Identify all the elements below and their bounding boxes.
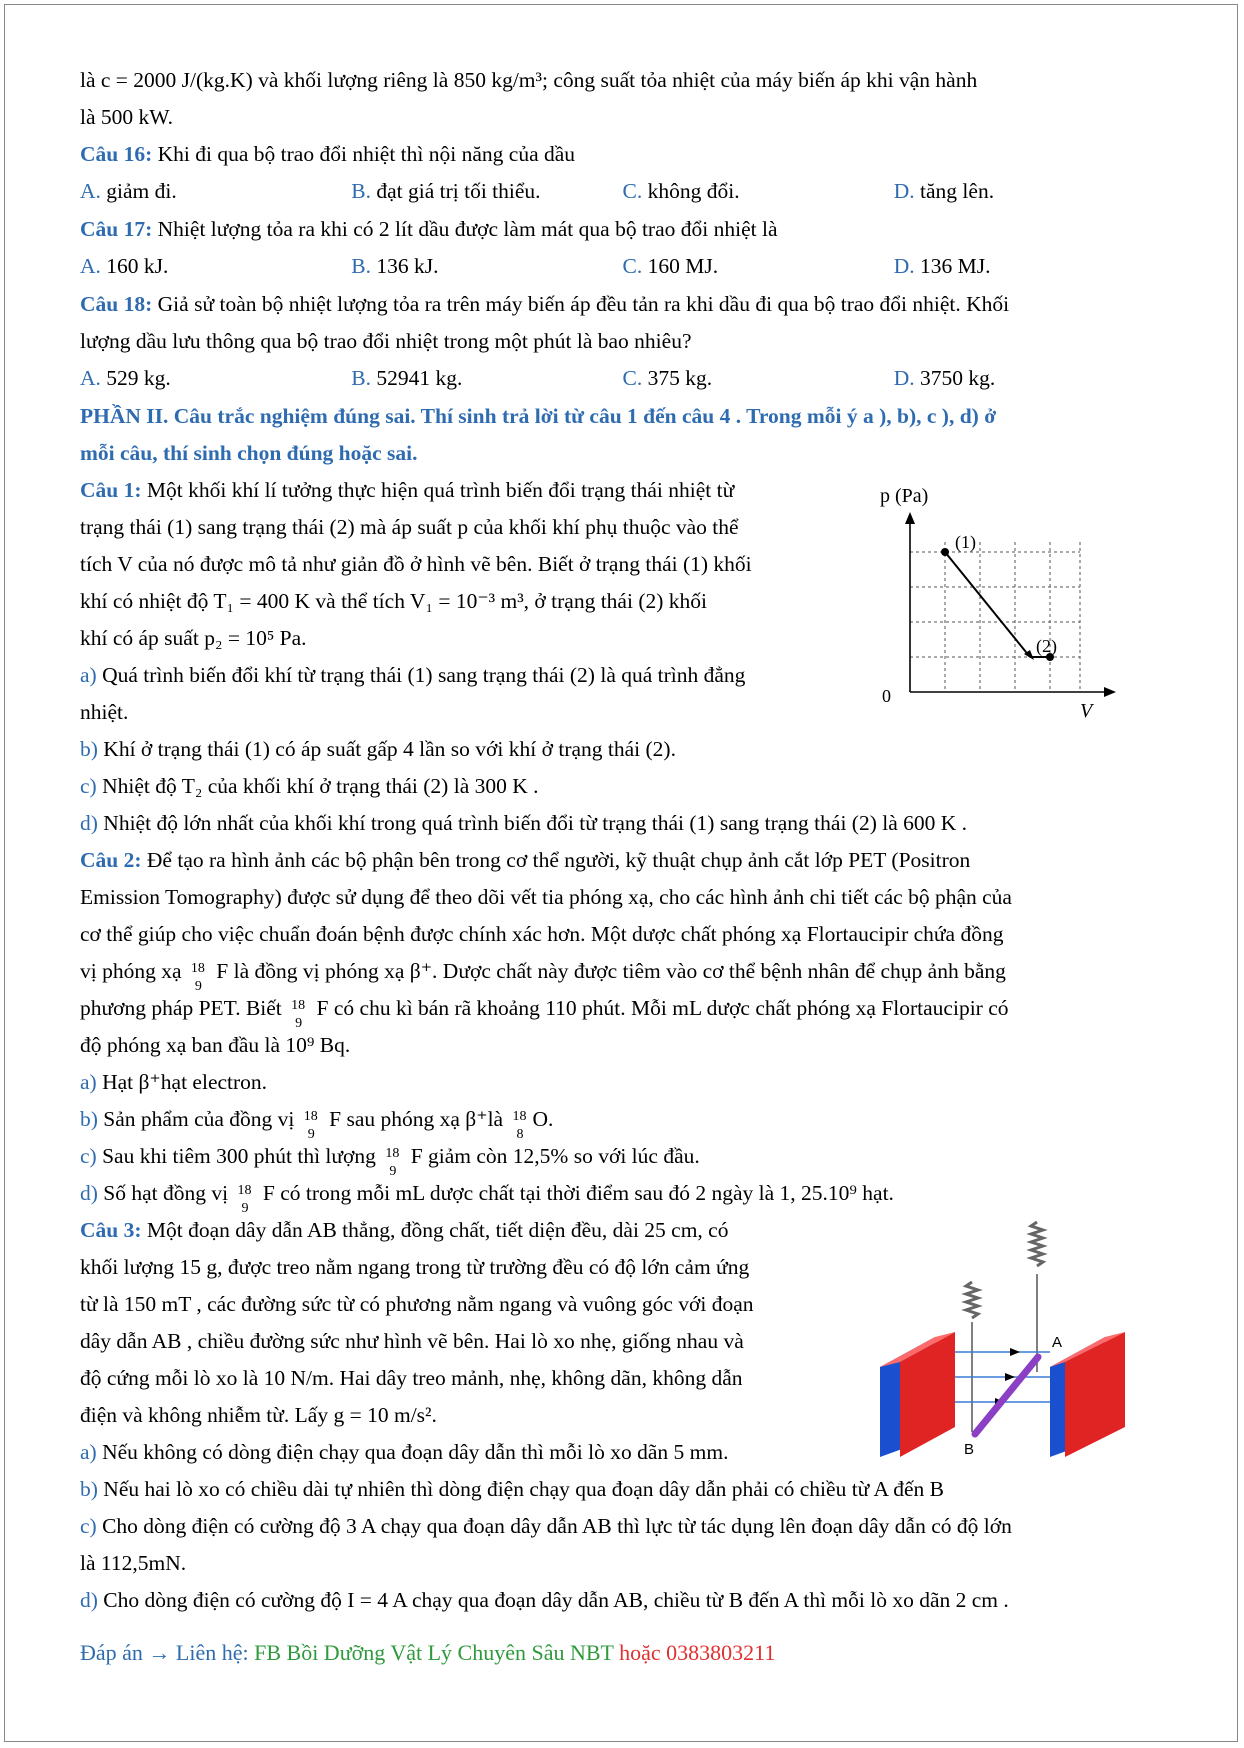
q18-stem-line1: Câu 18: Giả sử toàn bộ nhiệt lượng tỏa ra trên máy biến áp đều tản ra khi dầu đi qua bộ trao đổi nhiệt. Khối bbox=[80, 292, 1010, 316]
q18-option-c: C. 375 kg. bbox=[622, 366, 713, 390]
pv-diagram bbox=[880, 482, 1140, 722]
q16-option-a: A. giảm đi. bbox=[80, 179, 177, 203]
fig-label-a: A bbox=[1052, 1334, 1063, 1351]
part2-heading-line2: mỗi câu, thí sinh chọn đúng hoặc sai. bbox=[80, 441, 418, 465]
q17-option-b: B. 136 kJ. bbox=[351, 254, 439, 278]
isotope-o18: 18 8 bbox=[512, 1109, 527, 1142]
c3-statement-d: d) Cho dòng điện có cường độ I = 4 A chạy qua đoạn dây dẫn AB, chiều từ B đến A thì mỗi lò xo dãn 2 cm . bbox=[80, 1588, 1009, 1612]
c1-label: Câu 1: bbox=[80, 478, 142, 502]
c1-block: Câu 1: Một khối khí lí tưởng thực hiện quá trình biến đổi trạng thái nhiệt từ trạng thái (1) sang trạng thái (2) mà áp suất p của khối khí phụ thuộc vào thể tích V của nó được mô tả như giản đồ ở hình vẽ bên. Biết ở trạng thái (1) khối khí có nhiệt độ T₁ = 400 K và thể tích V₁ = 10⁻³ m³, ở trạng thái (2) khối khí có áp suất p₂ = 10⁵ Pa. a) Quá trình biến đổi khí từ trạng thái (1) sang trạng thái (2) là quá trình đẳng nhiệt. b) Khí ở trạng thái (1) có áp suất gấp 4 lần so với khí ở trạng thái (2). p (Pa) (1) (2) 0 V bbox=[80, 472, 1165, 768]
q16-option-b: B. đạt giá trị tối thiểu. bbox=[351, 179, 541, 203]
q17-option-c: C. 160 MJ. bbox=[622, 254, 719, 278]
c2-label: Câu 2: bbox=[80, 848, 142, 872]
footer-contact: Đáp án → Liên hệ: FB Bồi Dưỡng Vật Lý Chuyên Sâu NBT hoặc 0383803211 bbox=[80, 1640, 776, 1665]
c3-statement-b: b) Nếu hai lò xo có chiều dài tự nhiên thì dòng điện chạy qua đoạn dây dẫn phải có chiều từ A đến B bbox=[80, 1477, 944, 1501]
c1-statement-c: c) Nhiệt độ T₂ của khối khí ở trạng thái (2) là 300 K . bbox=[80, 774, 539, 798]
c3-statement-a: a) Nếu không có dòng điện chạy qua đoạn dây dẫn thì mỗi lò xo dãn 5 mm. bbox=[80, 1440, 729, 1464]
q18-option-d: D. 3750 kg. bbox=[893, 366, 996, 390]
pv-state1-label: (1) bbox=[955, 532, 976, 552]
q18-options bbox=[80, 360, 1165, 398]
c3-block: Câu 3: Một đoạn dây dẫn AB thẳng, đồng chất, tiết diện đều, dài 25 cm, có khối lượng 15 g, được treo nằm ngang trong từ trường đều có độ lớn cảm ứng từ là 150 mT , các đường sức từ có phương nằm ngang và vuông góc với đoạn dây dẫn AB , chiều đường sức như hình vẽ bên. Hai lò xo nhẹ, giống nhau và độ cứng mỗi lò xo là 10 N/m. Hai dây treo mảnh, nhẹ, không dãn, không dẫn điện và không nhiễm từ. Lấy g = 10 m/s². a) Nếu không có dòng điện chạy qua đoạn dây dẫn thì mỗi lò xo dãn 5 mm. A B bbox=[80, 1212, 1165, 1471]
intro-line2: là 500 kW. bbox=[80, 105, 173, 129]
magnet-spring-figure bbox=[880, 1212, 1140, 1457]
q16-label: Câu 16: bbox=[80, 142, 153, 166]
intro-line1: là c = 2000 J/(kg.K) và khối lượng riêng là 850 kg/m³; công suất tỏa nhiệt của máy biến áp khi vận hành bbox=[80, 68, 978, 92]
part2-heading-line1: PHẦN II. Câu trắc nghiệm đúng sai. Thí sinh trả lời từ câu 1 đến câu 4 . Trong mỗi ý a ), b), c ), d) ở bbox=[80, 404, 997, 428]
footer-phone[interactable]: 0383803211 bbox=[666, 1640, 776, 1665]
footer-fb-link[interactable]: FB Bồi Dưỡng Vật Lý Chuyên Sâu NBT bbox=[254, 1640, 614, 1665]
q16-option-c: C. không đổi. bbox=[622, 179, 740, 203]
c2-statement-d: d) Số hạt đồng vị 18 9 F có trong mỗi mL dược chất tại thời điểm sau đó 2 ngày là 1, 25.10⁹ hạt. bbox=[80, 1181, 894, 1216]
c2-statement-a: a) Hạt β⁺hạt electron. bbox=[80, 1070, 268, 1094]
q17-stem: Câu 17: Nhiệt lượng tỏa ra khi có 2 lít dầu được làm mát qua bộ trao đổi nhiệt là bbox=[80, 217, 778, 241]
q17-options bbox=[80, 248, 1165, 286]
q18-option-a: A. 529 kg. bbox=[80, 366, 171, 390]
pv-state2-label: (2) bbox=[1036, 636, 1057, 656]
q18-option-b: B. 52941 kg. bbox=[351, 366, 463, 390]
c2-statement-c: c) Sau khi tiêm 300 phút thì lượng 18 9 F giảm còn 12,5% so với lúc đầu. bbox=[80, 1144, 700, 1179]
isotope-f18: 18 9 bbox=[291, 998, 306, 1031]
q16-option-d: D. tăng lên. bbox=[893, 179, 995, 203]
pv-ylabel: p (Pa) bbox=[880, 485, 929, 507]
q17-option-d: D. 136 MJ. bbox=[893, 254, 991, 278]
q16-stem: Câu 16: Khi đi qua bộ trao đổi nhiệt thì nội năng của dầu bbox=[80, 142, 576, 166]
c1-statement-a: a) Quá trình biến đổi khí từ trạng thái (1) sang trạng thái (2) là quá trình đẳng bbox=[80, 663, 746, 687]
isotope-f18: 18 9 bbox=[190, 961, 205, 994]
q18-stem-line2: lượng dầu lưu thông qua bộ trao đổi nhiệt trong một phút là bao nhiêu? bbox=[80, 329, 692, 353]
document-body: là c = 2000 J/(kg.K) và khối lượng riêng là 850 kg/m³; công suất tỏa nhiệt của máy biến áp khi vận hành là 500 kW. Câu 16: Khi đi qua bộ trao đổi nhiệt thì nội năng của dầu A. giảm đi. B. đạt giá trị tối thiểu. C. không đổi. D. tăng lên. Câu 17: Nhiệt lượng tỏa ra khi có 2 lít dầu được làm mát qua bộ trao đổi nhiệt là A. 160 kJ. B. 136 kJ. C. 160 MJ. D. 136 MJ. Câu 18: Giả sử toàn bộ nhiệt lượng tỏa ra trên máy biến áp đều tản ra khi dầu đi qua bộ trao đổi nhiệt. Khối lượng dầu lưu thông qua bộ trao đổi nhiệt trong một phút là bao nhiêu? A. 529 kg. B. 52941 kg. C. 375 kg. D. 3750 kg. PHẦN II. Câu trắc nghiệm đúng sai. Thí sinh trả lời từ câu 1 đến câu 4 . Trong mỗi ý a ), b), c ), d) ở mỗi câu, thí sinh chọn đúng hoặc sai. Câu 1: Một khối khí lí tưởng thực hiện quá trình biến đổi trạng thái nhiệt từ trạng thái (1) sang trạng thái (2) mà áp suất p của khối khí phụ thuộc vào thể tích V của nó được mô tả như giản đồ ở hình vẽ bên. Biết ở trạng thái (1) khối khí có nhiệt độ T₁ = 400 K và thể tích V₁ = 10⁻³ m³, ở trạng thái (2) khối khí có áp suất p₂ = 10⁵ Pa. a) Quá trình biến đổi khí từ trạng thái (1) sang trạng thái (2) là quá trình đẳng nhiệt. b) Khí ở trạng thái (1) có áp suất gấp 4 lần so với khí ở trạng thái (2). p (Pa) (1) (2) 0 V c) Nhiệt độ T₂ của khối khí ở trạng thái (2) là 300 K . d) Nhiệt độ lớn nhất của khối khí trong quá trình biến đổi từ trạng thái (1) sang trạng thái (2) là 600 K . Câu 2: Để tạo ra hình ảnh các bộ phận bên trong cơ thể người, kỹ thuật chụp ảnh cắt lớp PET (Positron Emission Tomography) được sử dụng để theo dõi vết tia phóng xạ, cho các hình ảnh chi tiết các bộ phận của cơ thể giúp cho việc chuẩn đoán bệnh được chính xác hơn. Một dược chất phóng xạ Flortaucipir chứa đồng vị phóng xạ 18 9 F là đồng vị phóng xạ β⁺. Dược chất này được tiêm vào cơ thể bệnh nhân để chụp ảnh bằng phương pháp PET. Biết 18 9 F có chu kì bán rã khoảng 110 phút. Mỗi mL dược chất phóng xạ Flortaucipir có độ phóng xạ ban đầu là 10⁹ Bq. a) Hạt β⁺hạt electron. b) Sản phẩm của đồng vị 18 9 F sau phóng xạ β⁺là 18 8 O. c) Sau khi tiêm 300 phút thì lượng 18 9 F giảm còn 12,5% so với lúc đầu. d) Số hạt đồng vị 18 9 F có trong mỗi mL dược chất tại thời điểm sau đó 2 ngày là 1, 25.10⁹ hạt. Câu 3: Một đoạn dây dẫn AB thẳng, đồng chất, tiết diện đều, dài 25 cm, có khối lượng 15 g, được treo nằm ngang trong từ trường đều có độ lớn cảm ứng từ là 150 mT , các đường sức từ có phương nằm ngang và vuông góc với đoạn dây dẫn AB , chiều đường sức như hình vẽ bên. Hai lò xo nhẹ, giống nhau và độ cứng mỗi lò xo là 10 N/m. Hai dây treo mảnh, nhẹ, không dãn, không dẫn điện và không nhiễm từ. Lấy g = 10 m/s². a) Nếu không có dòng điện chạy qua đoạn dây dẫn thì mỗi lò xo dãn 5 mm. A B b) Nếu hai lò xo có chiều dài tự nhiên thì dòng điện chạy qua đoạn dây dẫn phải có chiều từ A đến B c) Cho dòng điện có cường độ 3 A chạy qua đoạn dây dẫn AB thì lực từ tác dụng lên đoạn dây dẫn có độ lớn là 112,5mN. d) Cho dòng điện có cường độ I = 4 A chạy qua đoạn dây dẫn AB, chiều từ B đến A thì mỗi lò xo dãn 2 cm . bbox=[80, 62, 1165, 1619]
c1-statement-d: d) Nhiệt độ lớn nhất của khối khí trong quá trình biến đổi từ trạng thái (1) sang trạng thái (2) là 600 K . bbox=[80, 811, 968, 835]
c2-statement-b: b) Sản phẩm của đồng vị 18 9 F sau phóng xạ β⁺là 18 8 O. bbox=[80, 1107, 554, 1142]
c3-statement-c: c) Cho dòng điện có cường độ 3 A chạy qua đoạn dây dẫn AB thì lực từ tác dụng lên đoạn dây dẫn có độ lớn bbox=[80, 1514, 1012, 1538]
pv-xlabel: V bbox=[1080, 700, 1093, 722]
q17-option-a: A. 160 kJ. bbox=[80, 254, 169, 278]
pv-origin-label: 0 bbox=[882, 686, 891, 706]
c1-statement-b: b) Khí ở trạng thái (1) có áp suất gấp 4 lần so với khí ở trạng thái (2). bbox=[80, 737, 676, 761]
c3-label: Câu 3: bbox=[80, 1218, 142, 1242]
q16-options bbox=[80, 173, 1165, 211]
fig-label-b: B bbox=[964, 1441, 975, 1457]
